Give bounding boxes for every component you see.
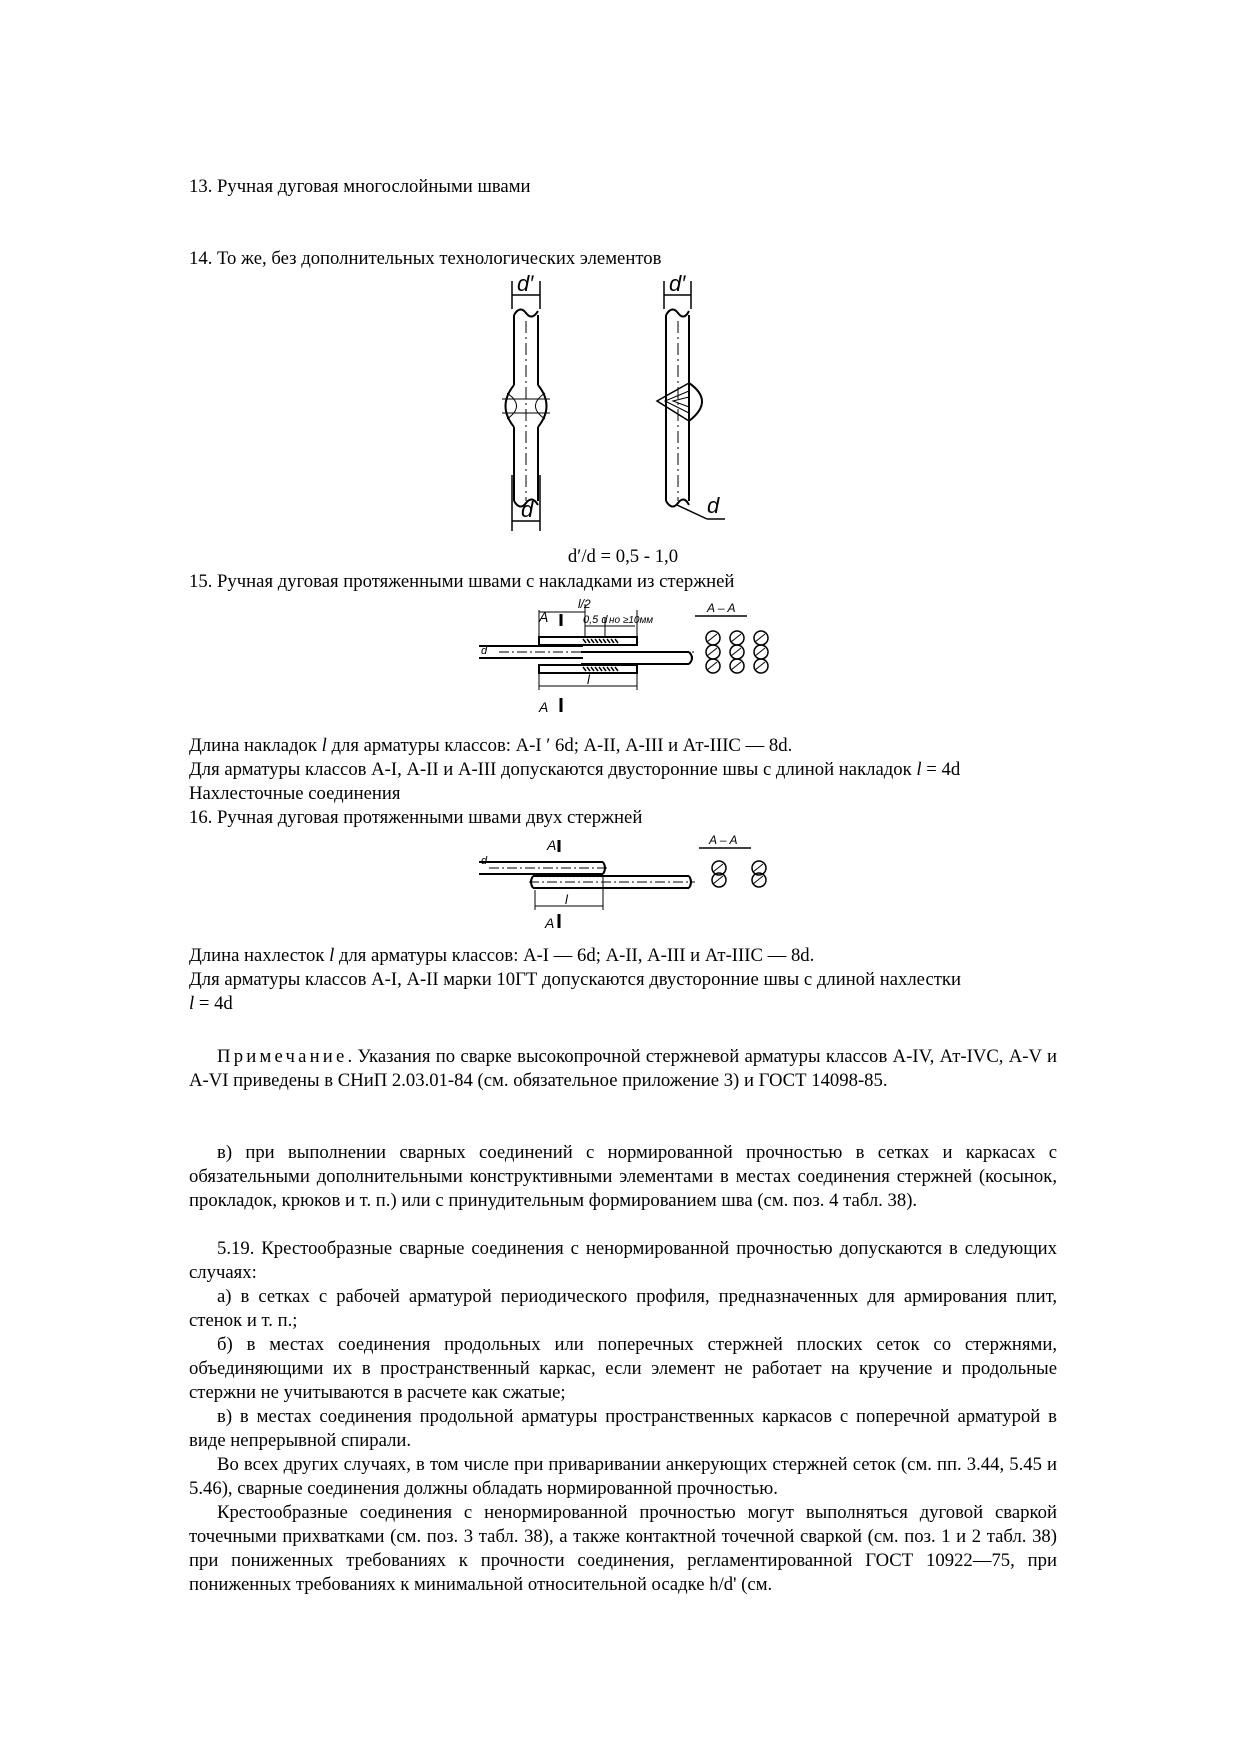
figure-16-lap-diagram [479, 834, 779, 934]
figure-15-splice-diagram [479, 598, 779, 720]
fig16-label-section: A – A [709, 834, 738, 847]
fig16-label-d: d [481, 855, 488, 867]
notes16-line2: Для арматуры классов А-I, А-II марки 10ГТ допускаются двусторонние швы с длиной нахлестки [189, 969, 961, 990]
body-paragraph-4: б) в местах соединения продольных или поперечных стержней плоских сеток со стержнями, объединяющими их в пространственный каркас, если элемент не работает на кручение и продольные стержни не учитываются в расчете как сжатые; [189, 1334, 1057, 1403]
notes16-line3: l = 4d [189, 993, 233, 1014]
fig15-label-a-bottom: A [539, 699, 549, 715]
fig15-label-section: A – A [707, 601, 736, 615]
figure-14-weld-diagram [489, 275, 789, 537]
note-label: Примечание [217, 1046, 348, 1067]
fig14-right-weld-bead [689, 383, 702, 421]
fig16-label-l: l [565, 892, 568, 907]
body-paragraph-3: а) в сетках с рабочей арматурой периодического профиля, предназначенных для армирования плит, стенок и т. п.; [189, 1286, 1057, 1331]
document-page [189, 0, 1057, 1755]
fig16-label-a-top: A [547, 837, 557, 853]
item-13-heading: 13. Ручная дуговая многослойными швами [189, 176, 531, 197]
fig15-label-no: но ≥10мм [609, 615, 654, 626]
item-14-heading: 14. То же, без дополнительных технологических элементов [189, 248, 662, 269]
body-paragraph-7: Крестообразные соединения с ненормированной прочностью могут выполняться дуговой сваркой точечными прихватками (см. поз. 3 табл. 38), а также контактной точечной сваркой (см. поз. 1 и 2 табл. 38) при пониженных требованиях к прочности соединения, регламентированной ГОСТ 10922—75, при пониженных требованиях к минимальной относительной осадке h/d' (см. [189, 1502, 1057, 1595]
body-paragraph-6: Во всех других случаях, в том числе при приваривании анкерующих стержней сеток (см. пп. 3.44, 5.45 и 5.46), сварные соединения должны обладать нормированной прочностью. [189, 1454, 1057, 1499]
fig15-label-a-top: A [539, 609, 549, 625]
item-15-heading: 15. Ручная дуговая протяженными швами с накладками из стержней [189, 571, 735, 592]
fig14-label-dprime-right: d′ [669, 275, 686, 296]
fig16-label-a-bottom: A [545, 915, 555, 931]
fig15-section-views [706, 631, 768, 673]
fig16-section-views [712, 861, 766, 887]
fig15-label-d: d [481, 645, 488, 657]
fig14-label-d-right: d [707, 493, 720, 518]
fig14-label-d-left: d [521, 497, 534, 522]
body-paragraph-2: 5.19. Крестообразные сварные соединения с ненормированной прочностью допускаются в следующих случаях: [189, 1238, 1057, 1283]
notes15-line1: Длина накладок l для арматуры классов: А-I ′ 6d; А-II, А-III и Ат-IIIС — 8d. [189, 735, 793, 756]
notes16-line1: Длина нахлесток l для арматуры классов: А-I — 6d; А-II, А-III и Ат-IIIС — 8d. [189, 945, 815, 966]
fig15-label-05d: 0,5 d [583, 614, 608, 626]
notes15-line3: Нахлесточные соединения [189, 783, 401, 804]
note-paragraph: Примечание. Указания по сварке высокопрочной стержневой арматуры классов А-IV, Ат-IVС, А-V и А-VI приведены в СНиП 2.03.01-84 (см. обязательное приложение 3) и ГОСТ 14098-85. [189, 1046, 1057, 1091]
item-16-heading: 16. Ручная дуговая протяженными швами двух стержней [189, 807, 643, 828]
body-paragraph-1: в) при выполнении сварных соединений с нормированной прочностью в сетках и каркасах с обязательными дополнительными конструктивными элементами в местах соединения стержней (косынок, прокладок, крюков и т. п.) или с принудительным формированием шва (см. поз. 4 табл. 38). [189, 1142, 1057, 1211]
fig15-label-l: l [587, 672, 590, 687]
ratio-formula: d′/d = 0,5 - 1,0 [567, 546, 679, 567]
body-paragraph-5: в) в местах соединения продольной арматуры пространственных каркасов с поперечной арматурой в виде непрерывной спирали. [189, 1406, 1057, 1451]
fig15-label-l2: l/2 [578, 598, 591, 611]
notes15-line2: Для арматуры классов А-I, А-II и А-III допускаются двусторонние швы с длиной накладок l = 4d [189, 759, 961, 780]
fig14-label-dprime-left: d′ [517, 275, 534, 296]
